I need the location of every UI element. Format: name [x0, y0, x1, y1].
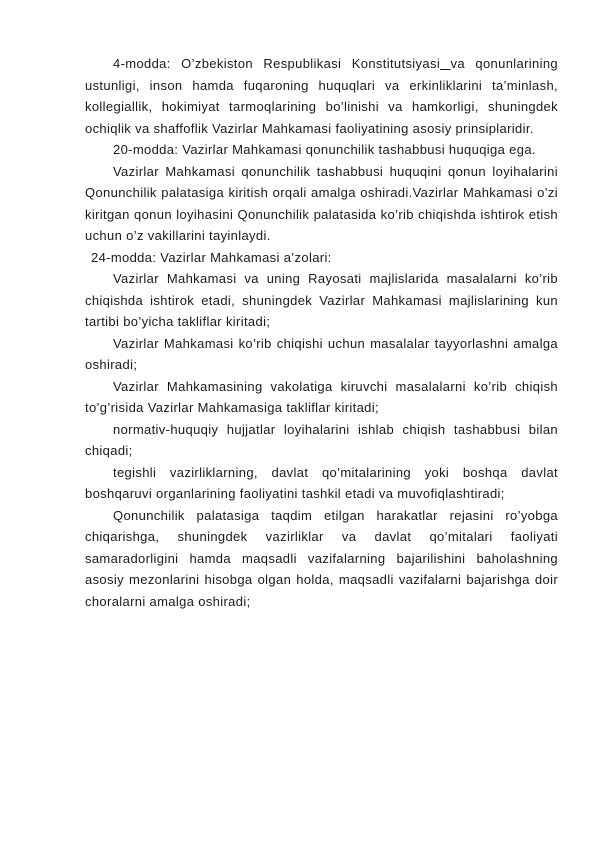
paragraph-article-24: 24-modda: Vazirlar Mahkamasi a’zolari:: [91, 249, 332, 265]
paragraph-list-item: Vazirlar Mahkamasi va uning Rayosati majlislarida masalalarni ko’rib chiqishda ishtirok etadi, shuningdek Vazirlar Mahkamasi majlislarining kun tartibi bo’yicha takliflar kiritadi;: [85, 271, 558, 329]
underlined-space: [440, 56, 450, 71]
paragraph-list-item: Qonunchilik palatasiga taqdim etilgan harakatlar rejasini ro’yobga chiqarishga, shuningdek vazirliklar va davlat qo’mitalari faoliyati samaradorligini hamda maqsadli vazifalarning bajarilishini baholashning asosiy mezonlarini hisobga olgan holda, maqsadli vazifalarni bajarishga doir choralarni amalga oshiradi;: [85, 507, 558, 609]
paragraph-text: 4-modda: O’zbekiston Respublikasi Konstitutsiyasi: [113, 56, 441, 71]
paragraph-list-item: normativ-huquqiy hujjatlar loyihalarini ishlab chiqish tashabbusi bilan chiqadi;: [85, 421, 558, 458]
document-body: [85, 53, 558, 612]
paragraph-article-4: [85, 53, 558, 139]
paragraph-article-20: 20-modda: Vazirlar Mahkamasi qonunchilik tashabbusi huquqiga ega.: [113, 142, 536, 157]
paragraph-list-item: tegishli vazirliklarning, davlat qo’mitalarining yoki boshqa davlat boshqaruvi organlarining faoliyatini tashkil etadi va muvofiqlashtiradi;: [85, 464, 558, 501]
paragraph-list-item: Vazirlar Mahkamasi ko’rib chiqishi uchun masalalar tayyorlashni amalga oshiradi;: [85, 335, 558, 372]
paragraph-text: va qonunlarining ustunligi, inson hamda fuqaroning huquqlari va erkinliklarini ta’minlash, kollegiallik, hokimiyat tarmoqlarining bo’linishi va hamkorligi, shuningdek ochiqlik va shaffoflik Vazirlar Mahkamasi faoliyatining asosiy prinsiplaridir.: [85, 56, 558, 136]
paragraph-legislative-initiative: Vazirlar Mahkamasi qonunchilik tashabbusi huquqini qonun loyihalarini Qonunchilik palatasiga kiritish orqali amalga oshiradi.Vazirlar Mahkamasi o’zi kiritgan qonun loyihasini Qonunchilik palatasida ko’rib chiqishda ishtirok etish uchun o’z vakillarini tayinlaydi.: [85, 163, 558, 243]
paragraph-list-item: Vazirlar Mahkamasining vakolatiga kiruvchi masalalarni ko’rib chiqish to’g’risida Vazirlar Mahkamasiga takliflar kiritadi;: [85, 378, 558, 415]
